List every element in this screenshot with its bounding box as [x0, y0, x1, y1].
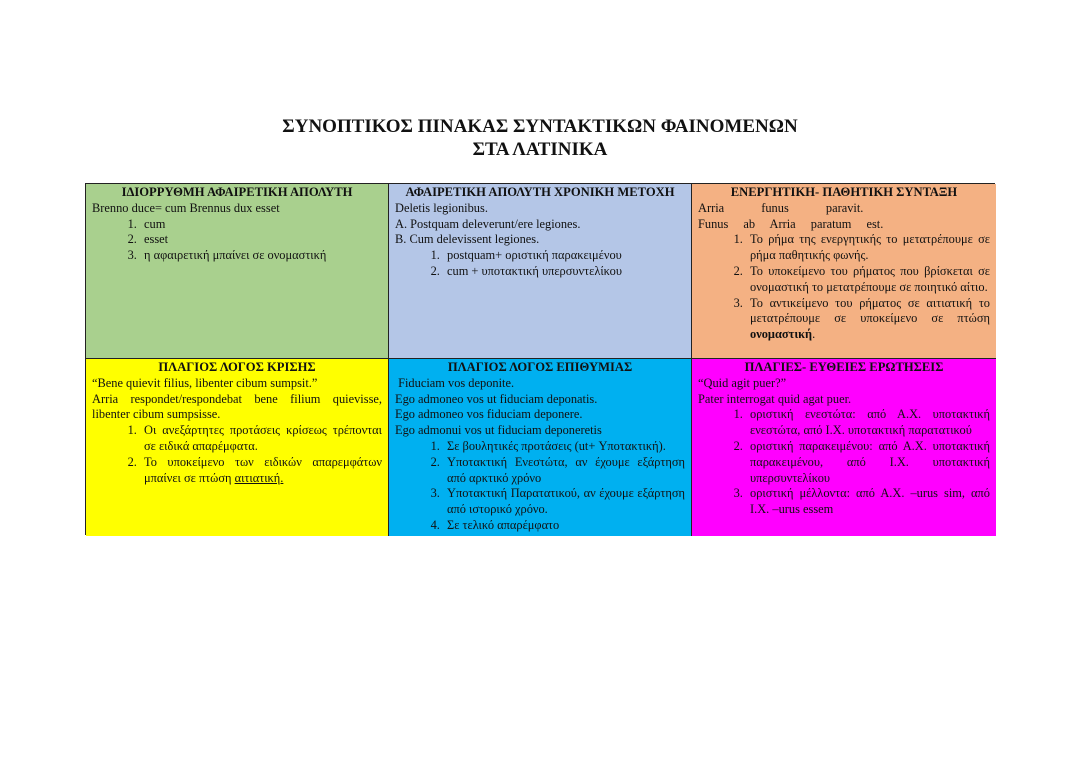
example-line: Arria funus paravit. [698, 200, 864, 215]
example-line: “Bene quievit filius, libenter cibum sumpsit.” [92, 375, 318, 390]
cell-ablative-absolute-idiorrythmic [86, 184, 389, 359]
list-item: 2. esset [140, 232, 382, 248]
example-line: Ego admonui vos ut fiduciam deponeretis [395, 423, 602, 438]
example-line: Pater interrogat quid agat puer. [698, 391, 852, 406]
cell-heading: ΕΝΕΡΓΗΤΙΚΗ- ΠΑΘΗΤΙΚΗ ΣΥΝΤΑΞΗ [730, 185, 958, 199]
example-line: Ego admoneo vos fiduciam deponere. [395, 407, 583, 422]
list-item: 3. η αφαιρετική μπαίνει σε ονομαστική [140, 248, 382, 264]
example-line: Ego admoneo vos ut fiduciam deponatis. [395, 391, 598, 406]
example-line: B. Cum delevissent legiones. [395, 232, 540, 247]
list-item: 2. Το υποκείμενο του ρήματος που βρίσκεται σε ονομαστική το μετατρέπουμε σε ποιητικό αίτιο. [746, 264, 990, 296]
list-item [140, 455, 382, 487]
cell-ablative-absolute-temporal [389, 184, 692, 359]
cell-heading: ΙΔΙΟΡΡΥΘΜΗ ΑΦΑΙΡΕΤΙΚΗ ΑΠΟΛΥΤΗ [121, 185, 353, 199]
example-line: Funus ab Arria paratum est. [698, 216, 884, 231]
list-item: 1. cum [140, 217, 382, 233]
synoptic-table [85, 183, 995, 535]
cell-heading: ΑΦΑΙΡΕΤΙΚΗ ΑΠΟΛΥΤΗ ΧΡΟΝΙΚΗ ΜΕΤΟΧΗ [405, 185, 675, 199]
rule-list [395, 439, 685, 534]
list-item: 1. Το ρήμα της ενεργητικής το μετατρέπουμε σε ρήμα παθητικής φωνής. [746, 232, 990, 264]
example-line: Fiduciam vos deponite. [395, 375, 515, 390]
example-line: Brenno duce= cum Brennus dux esset [92, 200, 280, 215]
example-line: Deletis legionibus. [395, 200, 488, 215]
title-line-2: ΣΤΑ ΛΑΤΙΝΙΚΑ [472, 139, 608, 160]
list-item-end: . [812, 327, 816, 342]
cell-heading: ΠΛΑΓΙΟΣ ΛΟΓΟΣ ΕΠΙΘΥΜΙΑΣ [447, 360, 633, 374]
list-item: 2. Υποτακτική Ενεστώτα, αν έχουμε εξάρτηση από αρκτικό χρόνο [443, 455, 685, 487]
example-line: Arria respondet/respondebat bene filium quievisse, libenter cibum sumpsisse. [92, 391, 382, 422]
list-item: 2. cum + υποτακτική υπερσυντελίκου [443, 264, 685, 280]
list-item-text: Το αντικείμενο του ρήματος σε αιτιατική το μετατρέπουμε σε υποκείμενο σε πτώση [750, 295, 990, 326]
list-item: 2. οριστική παρακειμένου: από Α.Χ. υποτακτική παρακειμένου, από Ι.Χ. υποτακτική υπερσυντελίκου [746, 439, 990, 486]
example-line: “Quid agit puer?” [698, 375, 787, 390]
rule-list [92, 217, 382, 264]
cell-indirect-speech-desire [389, 359, 692, 536]
rule-list [92, 423, 382, 486]
list-item-text: Το υποκείμενο των ειδικών απαρεμφάτων μπαίνει σε πτώση [144, 454, 382, 485]
underlined-term: αιτιατική. [234, 470, 284, 485]
cell-indirect-speech-judgement [86, 359, 389, 536]
list-item: 3. Υποτακτική Παρατατικού, αν έχουμε εξάρτηση από ιστορικό χρόνο. [443, 486, 685, 518]
list-item: 3. οριστική μέλλοντα: από Α.Χ. –urus sim, από Ι.Χ. –urus essem [746, 486, 990, 518]
cell-indirect-direct-questions [692, 359, 996, 536]
bold-term: ονομαστική [750, 327, 813, 342]
list-item: 1. οριστική ενεστώτα: από Α.Χ. υποτακτική ενεστώτα, από Ι.Χ. υποτακτική παρατατικού [746, 407, 990, 439]
list-item: 1. Σε βουλητικές προτάσεις (ut+ Υποτακτική). [443, 439, 685, 455]
rule-list [395, 248, 685, 280]
rule-list [698, 232, 990, 343]
rule-list [698, 407, 990, 518]
document-title [0, 115, 1080, 161]
list-item [746, 296, 990, 343]
cell-active-passive-syntax [692, 184, 996, 359]
list-item: 4. Σε τελικό απαρέμφατο [443, 518, 685, 534]
title-line-1: ΣΥΝΟΠΤΙΚΟΣ ΠΙΝΑΚΑΣ ΣΥΝΤΑΚΤΙΚΩΝ ΦΑΙΝΟΜΕΝΩΝ [282, 116, 798, 137]
list-item: 1. Οι ανεξάρτητες προτάσεις κρίσεως τρέπονται σε ειδικά απαρέμφατα. [140, 423, 382, 455]
cell-heading: ΠΛΑΓΙΟΣ ΛΟΓΟΣ ΚΡΙΣΗΣ [158, 360, 316, 374]
example-line: A. Postquam deleverunt/ere legiones. [395, 216, 581, 231]
cell-heading: ΠΛΑΓΙΕΣ- ΕΥΘΕΙΕΣ ΕΡΩΤΗΣΕΙΣ [744, 360, 944, 374]
list-item: 1. postquam+ οριστική παρακειμένου [443, 248, 685, 264]
